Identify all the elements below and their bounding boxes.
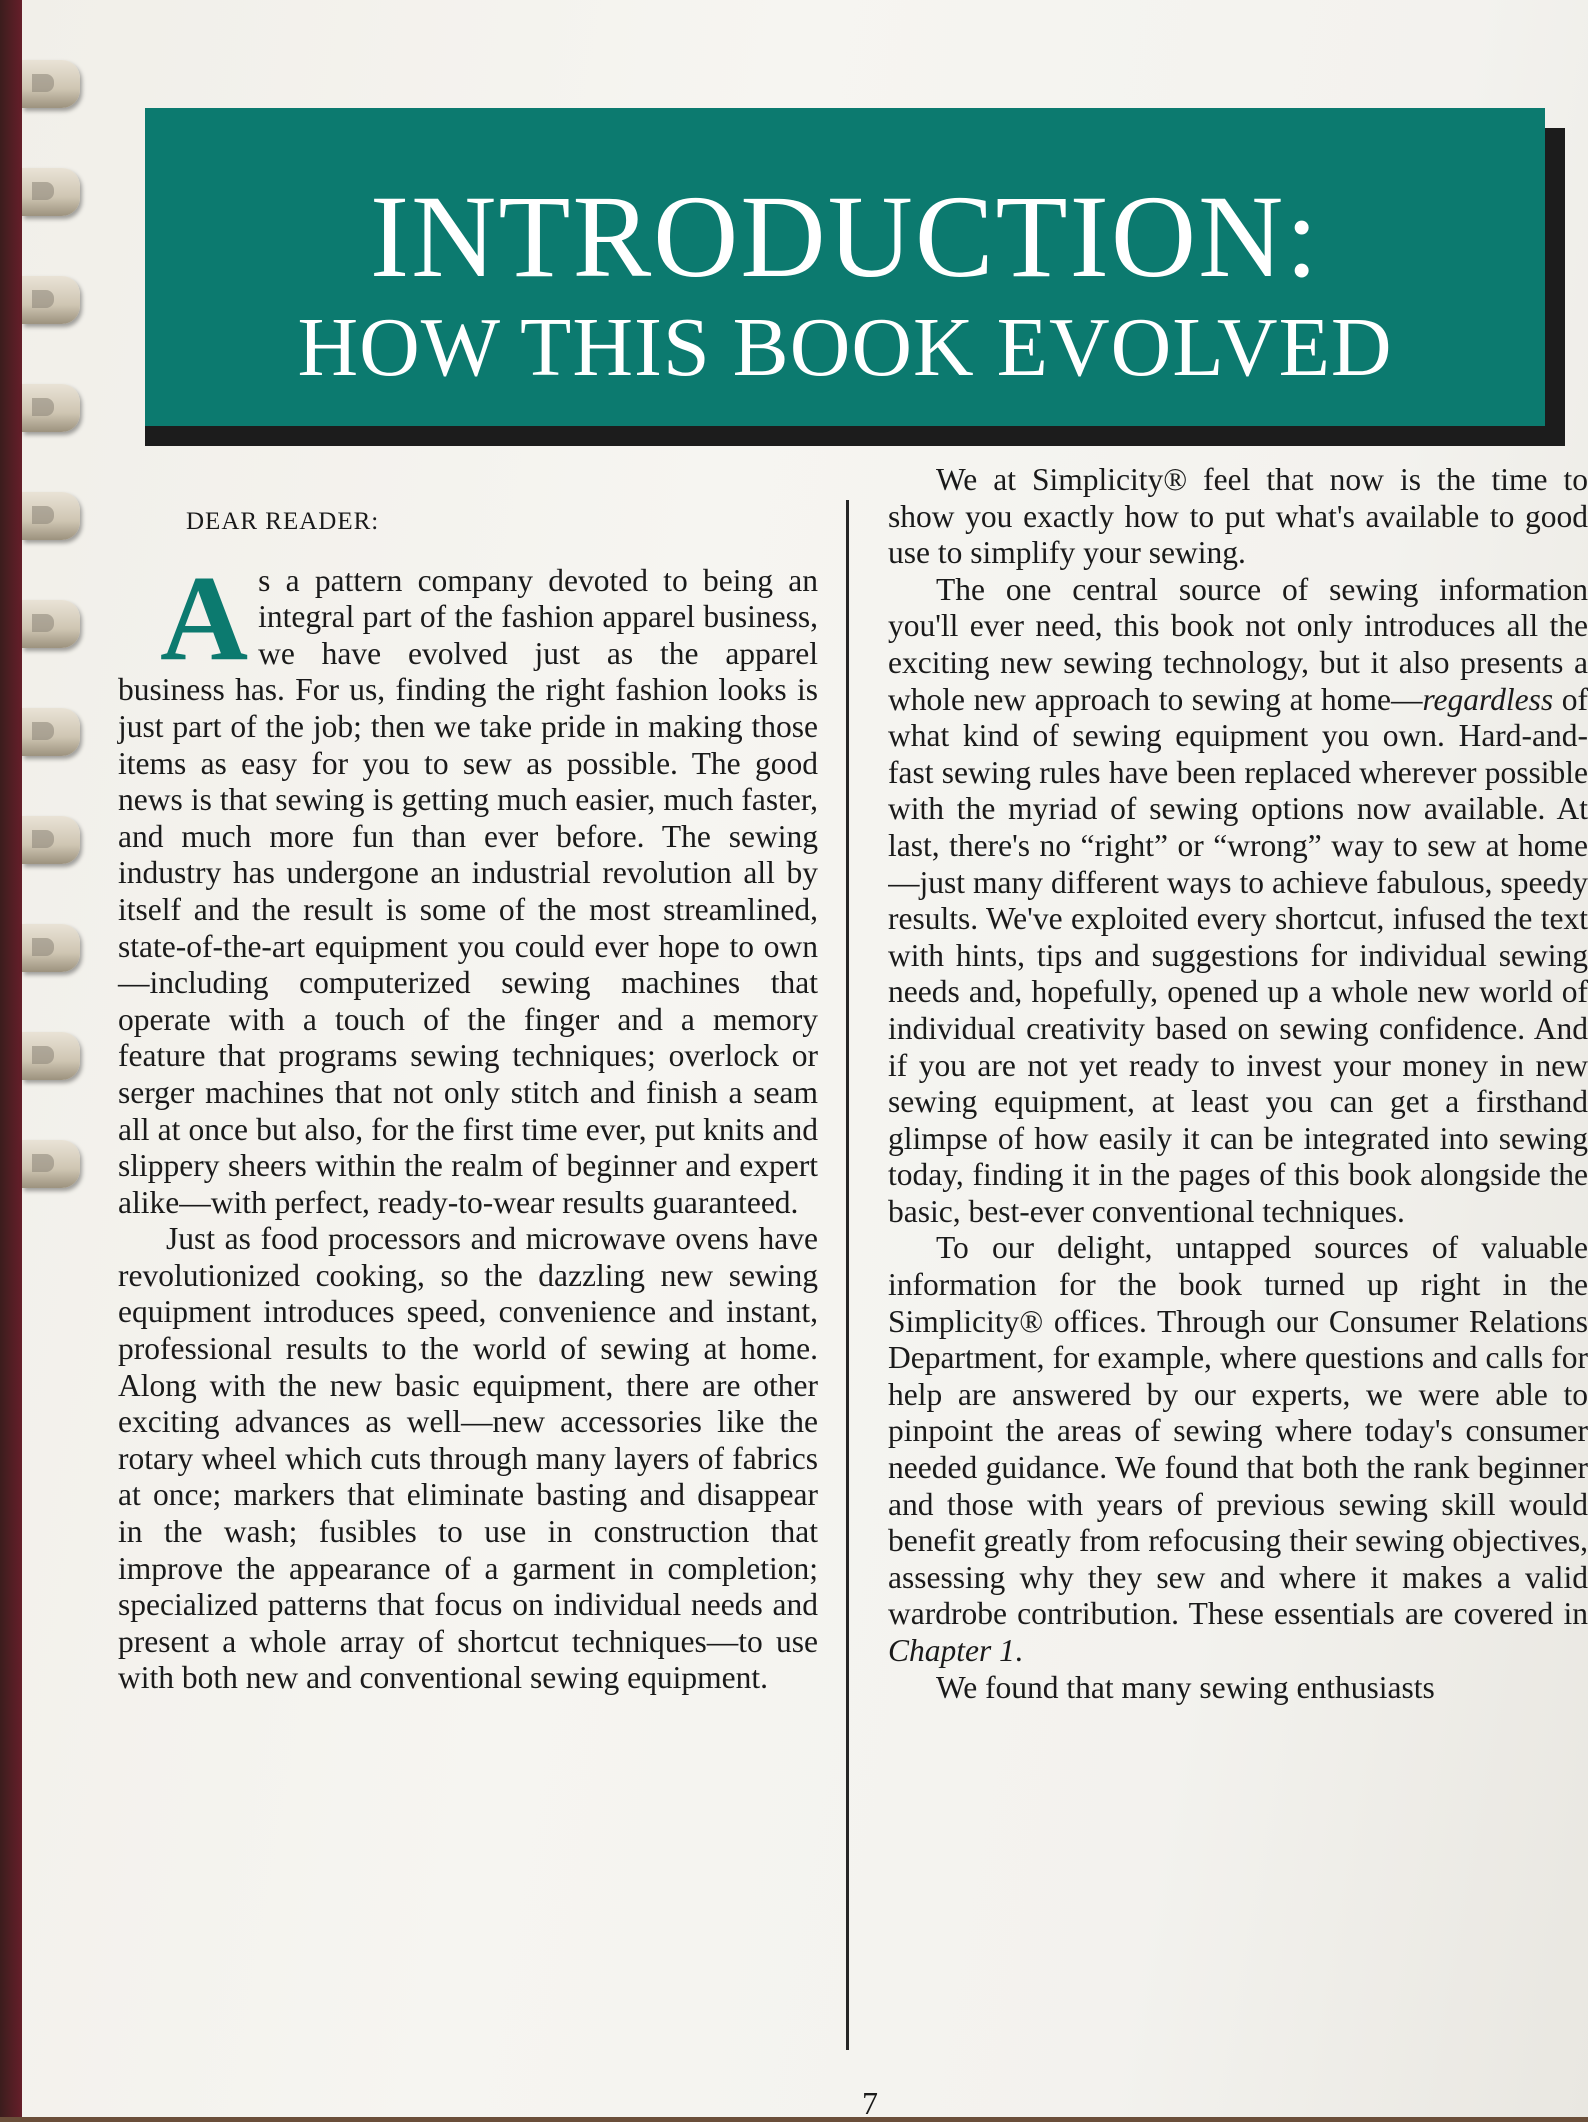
page-number: 7 bbox=[862, 2085, 878, 2121]
paragraph: We at Simplicity® feel that now is the time to show you exactly how to put what's available to good use to simplify your sewing. bbox=[888, 462, 1588, 571]
binding-ring bbox=[22, 276, 80, 324]
page-subtitle: HOW THIS BOOK EVOLVED bbox=[297, 301, 1393, 394]
binding-ring bbox=[22, 492, 80, 540]
emphasis-text: regardless bbox=[1422, 681, 1554, 717]
drop-cap: A bbox=[160, 550, 249, 686]
salutation: DEAR READER: bbox=[186, 508, 380, 535]
binding-ring bbox=[22, 60, 80, 108]
binding-ring bbox=[22, 600, 80, 648]
paragraph: Just as food processors and microwave ovens have revolutionized cooking, so the dazzling new sewing equipment introduces speed, convenience and instant, professional results to the world of sewing at home. Along with the new basic equipment, there are other exciting advances as well—new accessories like the rotary wheel which cuts through many layers of fabrics at once; markers that eliminate basting and disappear in the wash; fusibles to use in construction that improve the appearance of a garment in completion; specialized patterns that focus on individual needs and present a whole array of shortcut techniques—to use with both new and conventional sewing equipment. bbox=[118, 1221, 818, 1696]
binding-ring bbox=[22, 384, 80, 432]
paragraph-text: To our delight, untapped sources of valuable information for the book turned up right in the Simplicity® offices. Through our Consumer Relations Department, for example, where questions and calls for help are answered by our experts, we were able to pinpoint the areas of sewing where today's consumer needed guidance. We found that both the rank beginner and those with years of previous sewing skill would benefit greatly from refocusing their sewing objectives, assessing why they sew and where it makes a valid wardrobe contribution. These essentials are covered in bbox=[888, 1230, 1588, 1632]
chapter-reference: Chapter 1 bbox=[888, 1633, 1015, 1668]
binding-ring bbox=[22, 708, 80, 756]
binding-ring bbox=[22, 1140, 80, 1188]
spiral-binding bbox=[22, 60, 92, 1860]
intro-paragraph bbox=[118, 550, 818, 1222]
paragraph bbox=[888, 1230, 1588, 1669]
left-column bbox=[118, 504, 818, 1697]
paragraph-text: . bbox=[1014, 1633, 1023, 1668]
paragraph-text: of what kind of sewing equipment you own. Hard-and-fast sewing rules have been replaced wherever possible with the myriad of sewing options now available. At last, there's no “right” or “wrong” way to sew at home—just many different ways to achieve fabulous, speedy results. We've exploited every shortcut, infused the text with hints, tips and suggestions for individual sewing needs and, hopefully, opened up a whole new world of individual creativity based on sewing confidence. And if you are not yet ready to invest your money in new sewing equipment, at least you can get a firsthand glimpse of how easily it can be integrated into sewing today, finding it in the pages of this book alongside the basic, best-ever conventional techniques. bbox=[888, 681, 1588, 1229]
page-title: INTRODUCTION: bbox=[369, 171, 1321, 302]
paragraph bbox=[888, 572, 1588, 1231]
title-banner bbox=[145, 108, 1545, 426]
binding-ring bbox=[22, 816, 80, 864]
binding-ring bbox=[22, 1032, 80, 1080]
right-column bbox=[888, 462, 1588, 1706]
paragraph: We found that many sewing enthusiasts bbox=[936, 1669, 1435, 1705]
paragraph-text: s a pattern company devoted to being an integral part of the fashion apparel business, we have evolved just as the apparel business has. For us, finding the right fashion looks is just part of the job; then we take pride in making those items as easy for you to sew as possible. The good news is that sewing is getting much easier, much faster, and much more fun than ever before. The sewing industry has undergone an industrial revolution all by itself and the result is some of the most streamlined, state-of-the-art equipment you could ever hope to own—including computerized sewing machines that operate with a touch of the finger and a memory feature that programs sewing techniques; overlock or serger machines that not only stitch and finish a seam all at once but also, for the first time ever, put knits and slippery sheers within the realm of beginner and expert alike—with perfect, ready-to-wear results guaranteed. bbox=[118, 562, 818, 1220]
paragraph-text: The one central source of sewing information you'll ever need, this book not only introduces all the exciting new sewing technology, but it also presents a whole new approach to sewing at home— bbox=[888, 571, 1588, 717]
binding-ring bbox=[22, 924, 80, 972]
column-divider bbox=[846, 500, 849, 2050]
binding-ring bbox=[22, 168, 80, 216]
